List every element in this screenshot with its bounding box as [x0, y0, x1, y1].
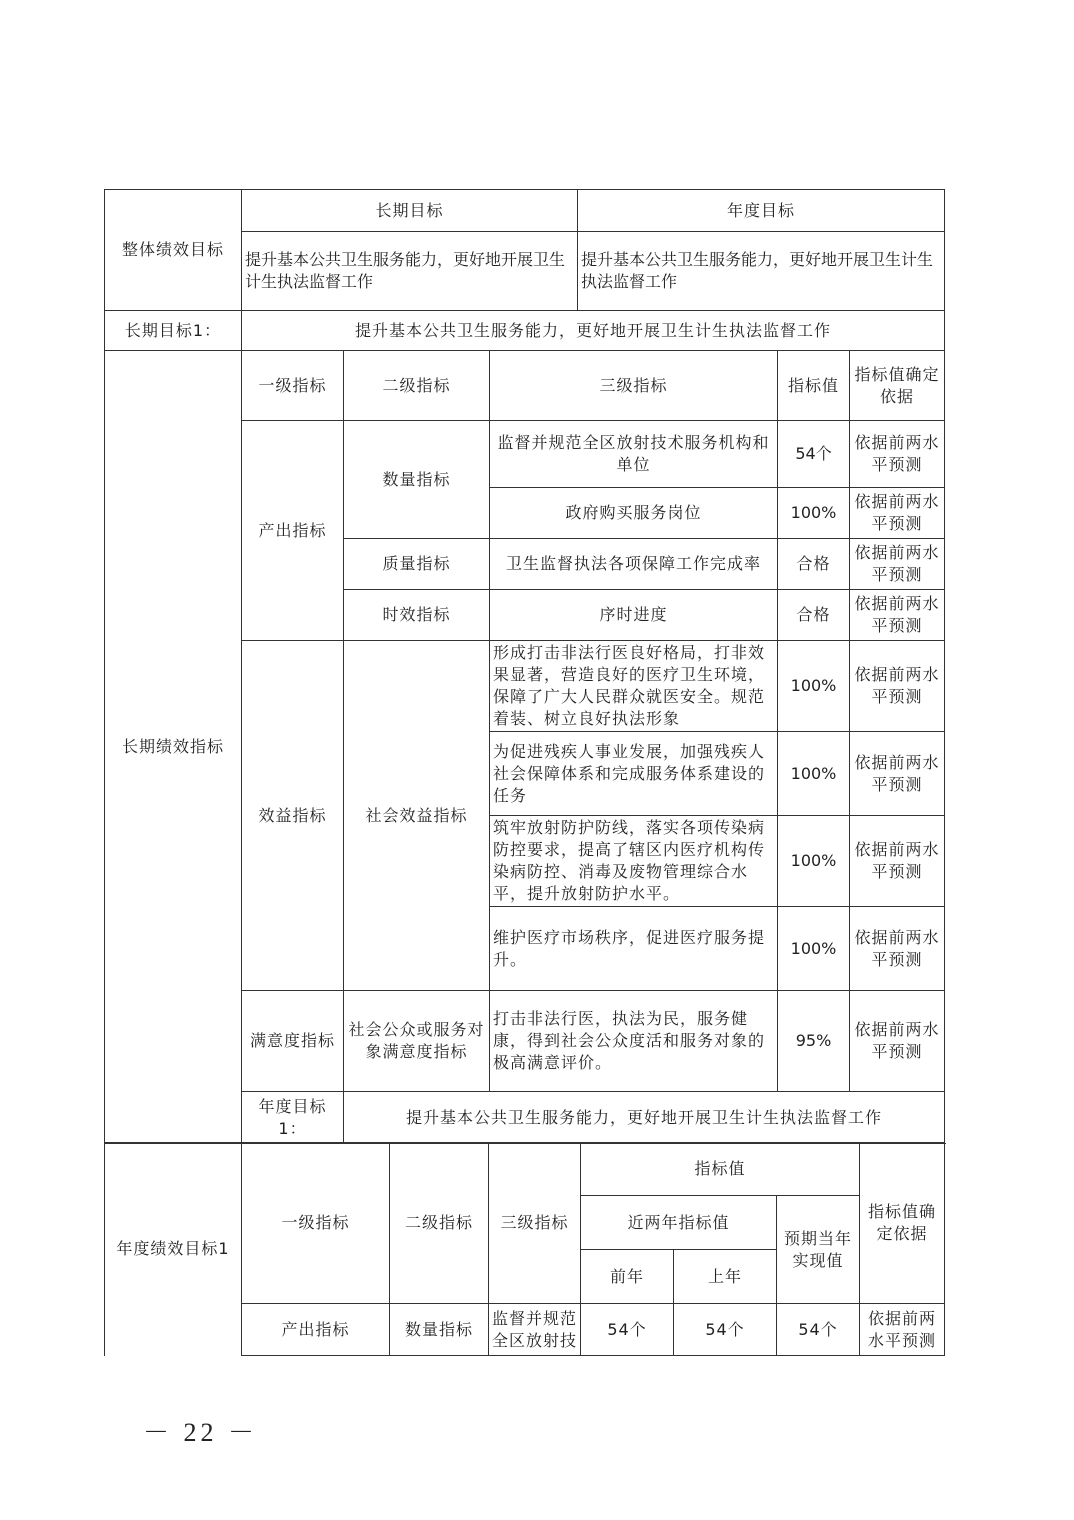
annual-goal-label: 年度目标1： — [242, 1092, 344, 1144]
output-row2-value: 100% — [778, 488, 850, 539]
annual-indicators-label: 年度绩效目标1 — [105, 1143, 242, 1356]
long-goal-label: 长期目标1： — [105, 311, 242, 351]
header-level2: 二级指标 — [344, 351, 490, 421]
output-row2-basis: 依据前两水平预测 — [850, 488, 945, 539]
annual-header-recent-two: 近两年指标值 — [581, 1196, 777, 1250]
quality-level2: 质量指标 — [344, 539, 490, 590]
annual-goal-text: 提升基本公共卫生服务能力，更好地开展卫生计生执法监督工作 — [344, 1092, 945, 1144]
satisfaction-level2: 社会公众或服务对象满意度指标 — [344, 991, 490, 1092]
annual-header-expected: 预期当年实现值 — [777, 1196, 860, 1304]
satisfaction-value: 95% — [778, 991, 850, 1092]
annual-row1-last-year: 54个 — [674, 1304, 777, 1356]
output-row1-value: 54个 — [778, 421, 850, 488]
annual-performance-table — [104, 1142, 945, 1356]
long-goal-text: 提升基本公共卫生服务能力，更好地开展卫生计生执法监督工作 — [242, 311, 945, 351]
benefit-row3-value: 100% — [778, 816, 850, 907]
header-basis: 指标值确定依据 — [850, 351, 945, 421]
long-term-header: 长期目标 — [242, 190, 578, 232]
quantity-level2: 数量指标 — [344, 421, 490, 539]
annual-header-last-year: 上年 — [674, 1250, 777, 1304]
benefit-row2-basis: 依据前两水平预测 — [850, 732, 945, 816]
benefit-row1-value: 100% — [778, 641, 850, 732]
benefit-row2-value: 100% — [778, 732, 850, 816]
annual-row1-basis: 依据前两水平预测 — [860, 1304, 945, 1356]
output-row1-level3: 监督并规范全区放射技术服务机构和单位 — [490, 421, 778, 488]
page-number: － 22 － — [143, 1418, 259, 1447]
satisfaction-level1: 满意度指标 — [242, 991, 344, 1092]
benefit-row4-basis: 依据前两水平预测 — [850, 907, 945, 991]
output-row4-level3: 序时进度 — [490, 590, 778, 641]
benefit-row4-level3: 维护医疗市场秩序，促进医疗服务提升。 — [490, 907, 778, 991]
header-level3: 三级指标 — [490, 351, 778, 421]
benefit-row3-level3: 筑牢放射防护防线，落实各项传染病防控要求，提高了辖区内医疗机构传染病防控、消毒及废物管理综合水平，提升放射防护水平。 — [490, 816, 778, 907]
annual-row1-prev-year: 54个 — [581, 1304, 674, 1356]
output-row4-value: 合格 — [778, 590, 850, 641]
long-term-text: 提升基本公共卫生服务能力，更好地开展卫生计生执法监督工作 — [242, 232, 578, 311]
annual-text: 提升基本公共卫生服务能力，更好地开展卫生计生执法监督工作 — [578, 232, 945, 311]
benefit-level1: 效益指标 — [242, 641, 344, 991]
annual-row1-level3: 监督并规范全区放射技 — [489, 1304, 581, 1356]
benefit-row2-level3: 为促进残疾人事业发展，加强残疾人社会保障体系和完成服务体系建设的任务 — [490, 732, 778, 816]
benefit-row1-level3: 形成打击非法行医良好格局，打非效果显著，营造良好的医疗卫生环境，保障了广大人民群众就医安全。规范着装、树立良好执法形象 — [490, 641, 778, 732]
output-row1-basis: 依据前两水平预测 — [850, 421, 945, 488]
output-level1: 产出指标 — [242, 421, 344, 641]
annual-header-level2: 二级指标 — [390, 1143, 489, 1304]
timeliness-level2: 时效指标 — [344, 590, 490, 641]
long-term-performance-table — [104, 189, 945, 1144]
benefit-row4-value: 100% — [778, 907, 850, 991]
header-value: 指标值 — [778, 351, 850, 421]
annual-header-basis: 指标值确定依据 — [860, 1143, 945, 1304]
benefit-row1-basis: 依据前两水平预测 — [850, 641, 945, 732]
benefit-level2: 社会效益指标 — [344, 641, 490, 991]
overall-goal-label: 整体绩效目标 — [105, 190, 242, 311]
output-row4-basis: 依据前两水平预测 — [850, 590, 945, 641]
output-row2-level3: 政府购买服务岗位 — [490, 488, 778, 539]
annual-row1-level1: 产出指标 — [242, 1304, 390, 1356]
output-row3-level3: 卫生监督执法各项保障工作完成率 — [490, 539, 778, 590]
annual-row1-level2: 数量指标 — [390, 1304, 489, 1356]
output-row3-basis: 依据前两水平预测 — [850, 539, 945, 590]
output-row3-value: 合格 — [778, 539, 850, 590]
header-level1: 一级指标 — [242, 351, 344, 421]
annual-header-value-group: 指标值 — [581, 1143, 860, 1196]
annual-header-prev-year: 前年 — [581, 1250, 674, 1304]
satisfaction-level3: 打击非法行医，执法为民，服务健康，得到社会公众度活和服务对象的极高满意评价。 — [490, 991, 778, 1092]
annual-row1-expected: 54个 — [777, 1304, 860, 1356]
long-indicators-label: 长期绩效指标 — [105, 351, 242, 1144]
annual-header-level1: 一级指标 — [242, 1143, 390, 1304]
satisfaction-basis: 依据前两水平预测 — [850, 991, 945, 1092]
benefit-row3-basis: 依据前两水平预测 — [850, 816, 945, 907]
annual-header-level3: 三级指标 — [489, 1143, 581, 1304]
annual-header: 年度目标 — [578, 190, 945, 232]
